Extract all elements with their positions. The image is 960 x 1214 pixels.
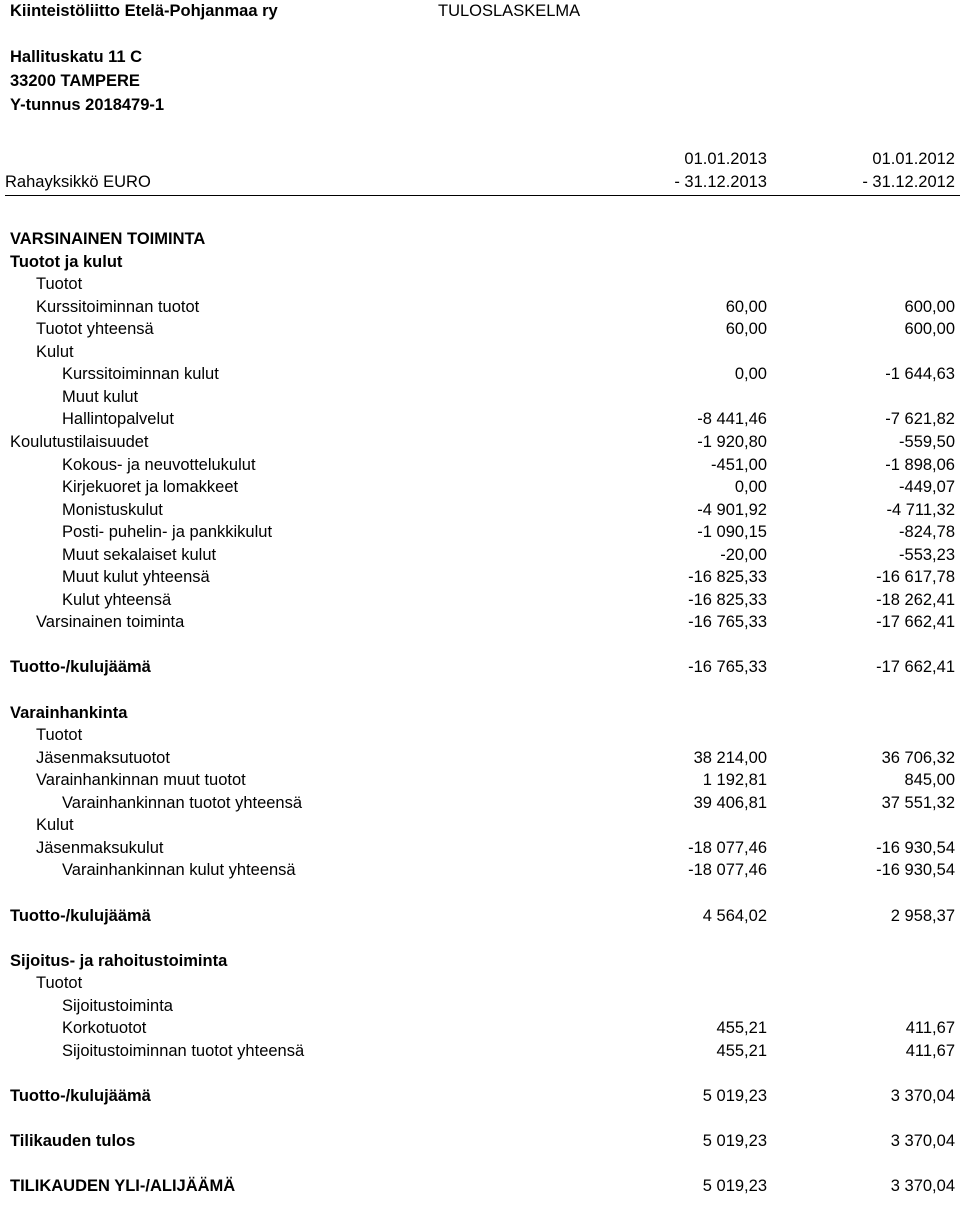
value-2012: 2 958,37 <box>890 906 955 925</box>
row-label: Varsinainen toiminta <box>36 613 185 632</box>
table-row <box>0 792 960 814</box>
value-2013: 39 406,81 <box>693 793 767 812</box>
value-2012: -18 262,41 <box>876 590 955 609</box>
value-2013: 60,00 <box>725 320 767 339</box>
value-2013: -451,00 <box>711 455 767 474</box>
table-row <box>0 1040 960 1062</box>
row-label: Tuotot yhteensä <box>36 320 154 339</box>
value-2013: 4 564,02 <box>702 906 767 925</box>
value-2012: 845,00 <box>904 771 955 790</box>
value-2012: 600,00 <box>904 320 955 339</box>
period-2012-end: - 31.12.2012 <box>862 173 955 191</box>
value-2012: -16 930,54 <box>876 861 955 880</box>
table-row <box>0 859 960 881</box>
value-2013: -16 765,33 <box>688 658 767 677</box>
report-title: TULOSLASKELMA <box>438 2 581 20</box>
row-label: Jäsenmaksutuotot <box>36 748 170 767</box>
address-city: 33200 TAMPERE <box>10 72 140 90</box>
value-2012: -1 644,63 <box>885 365 955 384</box>
value-2012: -4 711,32 <box>886 500 955 519</box>
value-2012: -1 898,06 <box>885 455 955 474</box>
value-2013: 455,21 <box>716 1019 767 1038</box>
table-row <box>0 251 960 273</box>
table-row <box>0 341 960 363</box>
row-label: Kulut <box>36 342 74 361</box>
value-2012: -824,78 <box>899 523 955 542</box>
table-row <box>0 273 960 295</box>
row-label: Tuotto-/kulujäämä <box>10 906 151 925</box>
table-row <box>0 837 960 859</box>
row-label: Muut kulut <box>62 387 139 406</box>
row-label: Kirjekuoret ja lomakkeet <box>62 478 239 497</box>
row-label: Tuotot <box>36 275 83 294</box>
currency-unit: Rahayksikkö EURO <box>5 173 151 191</box>
value-2013: -16 765,33 <box>688 613 767 632</box>
value-2013: -1 090,15 <box>697 523 767 542</box>
row-label: Varainhankinnan muut tuotot <box>36 771 246 790</box>
header-divider <box>5 195 960 196</box>
business-id: Y-tunnus 2018479-1 <box>10 96 165 114</box>
row-label: Hallintopalvelut <box>62 410 174 429</box>
table-row <box>0 454 960 476</box>
table-row <box>0 476 960 498</box>
value-2013: -8 441,46 <box>697 410 767 429</box>
value-2012: -559,50 <box>899 432 955 451</box>
table-row <box>0 1017 960 1039</box>
value-2013: -18 077,46 <box>688 861 767 880</box>
value-2012: 3 370,04 <box>890 1132 955 1150</box>
value-2013: 5 019,23 <box>702 1086 767 1105</box>
value-2012: -17 662,41 <box>876 658 955 677</box>
row-label: Sijoitustoiminta <box>62 996 173 1015</box>
table-row <box>0 995 960 1017</box>
row-label: Sijoitus- ja rahoitustoiminta <box>10 951 228 970</box>
table-row <box>0 431 960 453</box>
table-row <box>0 363 960 385</box>
row-label: Kulut <box>36 816 74 835</box>
table-row <box>0 499 960 521</box>
period-2012-start: 01.01.2012 <box>872 150 955 168</box>
table-row <box>0 589 960 611</box>
table-row <box>0 905 960 927</box>
value-2013: 0,00 <box>734 365 767 384</box>
table-row <box>0 611 960 633</box>
value-2012: -16 617,78 <box>876 568 955 587</box>
value-2012: 411,67 <box>905 1041 955 1060</box>
table-row <box>0 1130 960 1152</box>
table-row <box>0 544 960 566</box>
value-2013: -1 920,80 <box>697 432 767 451</box>
value-2012: 36 706,32 <box>881 748 955 767</box>
value-2013: 5 019,23 <box>702 1177 767 1196</box>
value-2012: -449,07 <box>899 478 955 497</box>
row-label: Tuotot <box>36 974 83 993</box>
value-2012: 37 551,32 <box>881 793 955 812</box>
row-label: TILIKAUDEN YLI-/ALIJÄÄMÄ <box>10 1177 236 1196</box>
row-label: Kokous- ja neuvottelukulut <box>62 455 256 474</box>
value-2013: 60,00 <box>725 297 767 316</box>
row-label: Posti- puhelin- ja pankkikulut <box>62 523 273 542</box>
table-row <box>0 408 960 430</box>
table-row <box>0 566 960 588</box>
value-2012: -553,23 <box>899 545 955 564</box>
table-row <box>0 814 960 836</box>
row-label: Sijoitustoiminnan tuotot yhteensä <box>62 1041 305 1060</box>
row-label: Koulutustilaisuudet <box>10 432 149 451</box>
value-2012: -7 621,82 <box>885 410 955 429</box>
row-label: VARSINAINEN TOIMINTA <box>10 230 206 248</box>
value-2013: -4 901,92 <box>697 500 767 519</box>
row-label: Tuotto-/kulujäämä <box>10 658 151 677</box>
row-label: Varainhankinnan tuotot yhteensä <box>62 793 303 812</box>
row-label: Tuotot <box>36 726 83 745</box>
table-row <box>0 747 960 769</box>
value-2013: 5 019,23 <box>702 1132 767 1150</box>
row-label: Muut kulut yhteensä <box>62 568 210 587</box>
row-label: Varainhankinnan kulut yhteensä <box>62 861 296 880</box>
row-label: Kurssitoiminnan tuotot <box>36 297 200 316</box>
value-2012: 3 370,04 <box>890 1086 955 1105</box>
table-row <box>0 228 960 250</box>
row-label: Varainhankinta <box>10 703 128 722</box>
value-2012: -17 662,41 <box>876 613 955 632</box>
value-2013: -16 825,33 <box>688 590 767 609</box>
table-row <box>0 296 960 318</box>
value-2013: -20,00 <box>720 545 767 564</box>
value-2012: 3 370,04 <box>890 1177 955 1196</box>
address-street: Hallituskatu 11 C <box>10 48 143 66</box>
row-label: Tilikauden tulos <box>10 1132 136 1150</box>
table-row <box>0 972 960 994</box>
value-2012: -16 930,54 <box>876 838 955 857</box>
row-label: Kulut yhteensä <box>62 590 172 609</box>
value-2013: -16 825,33 <box>688 568 767 587</box>
row-label: Muut sekalaiset kulut <box>62 545 217 564</box>
table-row <box>0 521 960 543</box>
row-label: Tuotot ja kulut <box>10 252 123 271</box>
row-label: Kurssitoiminnan kulut <box>62 365 219 384</box>
value-2012: 600,00 <box>904 297 955 316</box>
table-row <box>0 950 960 972</box>
value-2013: 1 192,81 <box>702 771 767 790</box>
table-row <box>0 769 960 791</box>
period-2013-start: 01.01.2013 <box>684 150 767 168</box>
row-label: Korkotuotot <box>62 1019 147 1038</box>
row-label: Jäsenmaksukulut <box>36 838 164 857</box>
table-row <box>0 386 960 408</box>
value-2012: 411,67 <box>905 1019 955 1038</box>
table-row <box>0 318 960 340</box>
row-label: Tuotto-/kulujäämä <box>10 1086 151 1105</box>
row-label: Monistuskulut <box>62 500 163 519</box>
table-row <box>0 1085 960 1107</box>
value-2013: 38 214,00 <box>693 748 767 767</box>
period-2013-end: - 31.12.2013 <box>674 173 767 191</box>
table-row <box>0 702 960 724</box>
organization-name: Kiinteistöliitto Etelä-Pohjanmaa ry <box>10 2 278 20</box>
table-row <box>0 724 960 746</box>
table-row <box>0 656 960 678</box>
value-2013: 455,21 <box>716 1041 767 1060</box>
table-row <box>0 1175 960 1197</box>
value-2013: 0,00 <box>734 478 767 497</box>
value-2013: -18 077,46 <box>688 838 767 857</box>
